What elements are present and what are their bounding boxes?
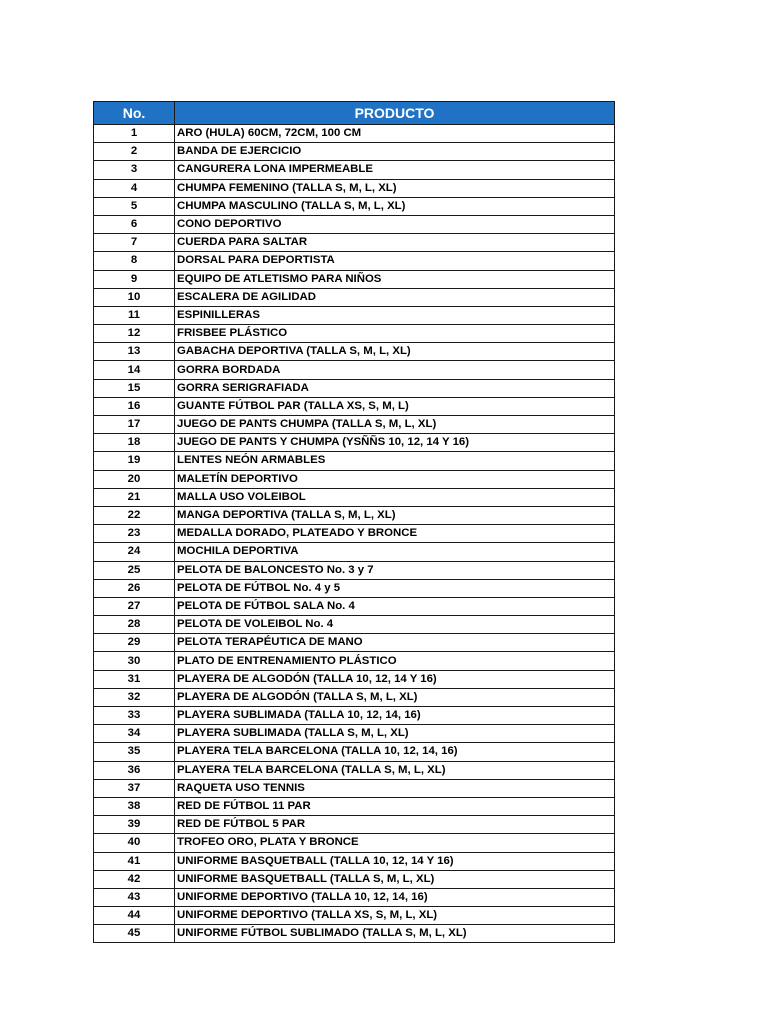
product-name-cell: MEDALLA DORADO, PLATEADO Y BRONCE <box>175 525 615 543</box>
product-table <box>93 101 615 943</box>
table-row <box>94 361 615 379</box>
row-number-cell: 14 <box>94 361 175 379</box>
row-number-cell: 20 <box>94 470 175 488</box>
row-number-cell: 2 <box>94 143 175 161</box>
product-name-cell: GABACHA DEPORTIVA (TALLA S, M, L, XL) <box>175 343 615 361</box>
product-name-cell: UNIFORME DEPORTIVO (TALLA 10, 12, 14, 16) <box>175 888 615 906</box>
table-row <box>94 652 615 670</box>
product-name-cell: PLAYERA TELA BARCELONA (TALLA 10, 12, 14, 16) <box>175 743 615 761</box>
product-name-cell: RED DE FÚTBOL 11 PAR <box>175 797 615 815</box>
row-number-cell: 29 <box>94 634 175 652</box>
product-name-cell: CANGURERA LONA IMPERMEABLE <box>175 161 615 179</box>
table-row <box>94 797 615 815</box>
row-number-cell: 43 <box>94 888 175 906</box>
product-name-cell: BANDA DE EJERCICIO <box>175 143 615 161</box>
table-row <box>94 725 615 743</box>
product-name-cell: PLAYERA TELA BARCELONA (TALLA S, M, L, XL) <box>175 761 615 779</box>
product-name-cell: CUERDA PARA SALTAR <box>175 234 615 252</box>
product-name-cell: UNIFORME FÚTBOL SUBLIMADO (TALLA S, M, L, XL) <box>175 925 615 943</box>
table-row <box>94 506 615 524</box>
product-name-cell: FRISBEE PLÁSTICO <box>175 325 615 343</box>
row-number-cell: 6 <box>94 215 175 233</box>
row-number-cell: 9 <box>94 270 175 288</box>
table-row <box>94 288 615 306</box>
product-name-cell: PLAYERA SUBLIMADA (TALLA 10, 12, 14, 16) <box>175 707 615 725</box>
product-name-cell: PELOTA DE BALONCESTO No. 3 y 7 <box>175 561 615 579</box>
row-number-cell: 12 <box>94 325 175 343</box>
table-row <box>94 634 615 652</box>
header-row <box>94 102 615 125</box>
table-row <box>94 379 615 397</box>
table-row <box>94 143 615 161</box>
row-number-cell: 21 <box>94 488 175 506</box>
product-name-cell: PELOTA DE FÚTBOL SALA No. 4 <box>175 597 615 615</box>
table-row <box>94 707 615 725</box>
product-name-cell: JUEGO DE PANTS CHUMPA (TALLA S, M, L, XL) <box>175 416 615 434</box>
row-number-cell: 1 <box>94 125 175 143</box>
table-row <box>94 270 615 288</box>
row-number-cell: 36 <box>94 761 175 779</box>
product-name-cell: RED DE FÚTBOL 5 PAR <box>175 816 615 834</box>
table-row <box>94 834 615 852</box>
product-name-cell: GUANTE FÚTBOL PAR (TALLA XS, S, M, L) <box>175 397 615 415</box>
product-name-cell: PELOTA DE FÚTBOL No. 4 y 5 <box>175 579 615 597</box>
product-name-cell: MOCHILA DEPORTIVA <box>175 543 615 561</box>
product-name-cell: ESCALERA DE AGILIDAD <box>175 288 615 306</box>
product-name-cell: CONO DEPORTIVO <box>175 215 615 233</box>
product-name-cell: CHUMPA MASCULINO (TALLA S, M, L, XL) <box>175 197 615 215</box>
table-row <box>94 306 615 324</box>
table-row <box>94 925 615 943</box>
row-number-cell: 23 <box>94 525 175 543</box>
product-name-cell: UNIFORME BASQUETBALL (TALLA 10, 12, 14 Y 16) <box>175 852 615 870</box>
row-number-cell: 27 <box>94 597 175 615</box>
product-name-cell: PLAYERA DE ALGODÓN (TALLA S, M, L, XL) <box>175 688 615 706</box>
product-name-cell: CHUMPA FEMENINO (TALLA S, M, L, XL) <box>175 179 615 197</box>
table-row <box>94 852 615 870</box>
table-row <box>94 616 615 634</box>
table-row <box>94 470 615 488</box>
row-number-cell: 10 <box>94 288 175 306</box>
row-number-cell: 41 <box>94 852 175 870</box>
row-number-cell: 19 <box>94 452 175 470</box>
table-row <box>94 343 615 361</box>
row-number-cell: 42 <box>94 870 175 888</box>
product-name-cell: MANGA DEPORTIVA (TALLA S, M, L, XL) <box>175 506 615 524</box>
row-number-cell: 13 <box>94 343 175 361</box>
column-header-number: No. <box>94 102 175 125</box>
row-number-cell: 3 <box>94 161 175 179</box>
product-name-cell: PELOTA TERAPÉUTICA DE MANO <box>175 634 615 652</box>
table-row <box>94 870 615 888</box>
product-name-cell: ARO (HULA) 60CM, 72CM, 100 CM <box>175 125 615 143</box>
product-name-cell: GORRA SERIGRAFIADA <box>175 379 615 397</box>
product-name-cell: TROFEO ORO, PLATA Y BRONCE <box>175 834 615 852</box>
row-number-cell: 16 <box>94 397 175 415</box>
product-name-cell: LENTES NEÓN ARMABLES <box>175 452 615 470</box>
table-row <box>94 670 615 688</box>
row-number-cell: 11 <box>94 306 175 324</box>
column-header-product: PRODUCTO <box>175 102 615 125</box>
table-row <box>94 452 615 470</box>
product-name-cell: UNIFORME BASQUETBALL (TALLA S, M, L, XL) <box>175 870 615 888</box>
product-name-cell: UNIFORME DEPORTIVO (TALLA XS, S, M, L, XL) <box>175 907 615 925</box>
row-number-cell: 44 <box>94 907 175 925</box>
table-row <box>94 579 615 597</box>
row-number-cell: 15 <box>94 379 175 397</box>
product-name-cell: RAQUETA USO TENNIS <box>175 779 615 797</box>
table-header <box>94 102 615 125</box>
table-row <box>94 215 615 233</box>
table-row <box>94 743 615 761</box>
row-number-cell: 33 <box>94 707 175 725</box>
table-row <box>94 761 615 779</box>
row-number-cell: 8 <box>94 252 175 270</box>
product-name-cell: DORSAL PARA DEPORTISTA <box>175 252 615 270</box>
table-row <box>94 125 615 143</box>
row-number-cell: 31 <box>94 670 175 688</box>
row-number-cell: 7 <box>94 234 175 252</box>
row-number-cell: 39 <box>94 816 175 834</box>
table-row <box>94 434 615 452</box>
row-number-cell: 45 <box>94 925 175 943</box>
table-row <box>94 779 615 797</box>
table-row <box>94 816 615 834</box>
table-row <box>94 907 615 925</box>
table-row <box>94 561 615 579</box>
row-number-cell: 40 <box>94 834 175 852</box>
product-name-cell: GORRA BORDADA <box>175 361 615 379</box>
row-number-cell: 32 <box>94 688 175 706</box>
table-body <box>94 125 615 943</box>
table-row <box>94 252 615 270</box>
row-number-cell: 18 <box>94 434 175 452</box>
product-name-cell: PLAYERA SUBLIMADA (TALLA S, M, L, XL) <box>175 725 615 743</box>
row-number-cell: 22 <box>94 506 175 524</box>
table-row <box>94 161 615 179</box>
row-number-cell: 25 <box>94 561 175 579</box>
row-number-cell: 5 <box>94 197 175 215</box>
row-number-cell: 38 <box>94 797 175 815</box>
table-row <box>94 525 615 543</box>
product-name-cell: ESPINILLERAS <box>175 306 615 324</box>
table-row <box>94 325 615 343</box>
product-name-cell: PLAYERA DE ALGODÓN (TALLA 10, 12, 14 Y 16) <box>175 670 615 688</box>
row-number-cell: 24 <box>94 543 175 561</box>
product-name-cell: PELOTA DE VOLEIBOL No. 4 <box>175 616 615 634</box>
table-row <box>94 397 615 415</box>
table-row <box>94 197 615 215</box>
table-row <box>94 688 615 706</box>
row-number-cell: 28 <box>94 616 175 634</box>
table-row <box>94 543 615 561</box>
row-number-cell: 4 <box>94 179 175 197</box>
table-row <box>94 888 615 906</box>
product-name-cell: EQUIPO DE ATLETISMO PARA NIÑOS <box>175 270 615 288</box>
table-row <box>94 179 615 197</box>
product-name-cell: JUEGO DE PANTS Y CHUMPA (YSÑÑS 10, 12, 14 Y 16) <box>175 434 615 452</box>
table-row <box>94 416 615 434</box>
table-row <box>94 488 615 506</box>
row-number-cell: 35 <box>94 743 175 761</box>
row-number-cell: 30 <box>94 652 175 670</box>
row-number-cell: 17 <box>94 416 175 434</box>
row-number-cell: 26 <box>94 579 175 597</box>
row-number-cell: 34 <box>94 725 175 743</box>
table-row <box>94 234 615 252</box>
table-row <box>94 597 615 615</box>
row-number-cell: 37 <box>94 779 175 797</box>
product-name-cell: MALLA USO VOLEIBOL <box>175 488 615 506</box>
product-name-cell: MALETÍN DEPORTIVO <box>175 470 615 488</box>
product-name-cell: PLATO DE ENTRENAMIENTO PLÁSTICO <box>175 652 615 670</box>
